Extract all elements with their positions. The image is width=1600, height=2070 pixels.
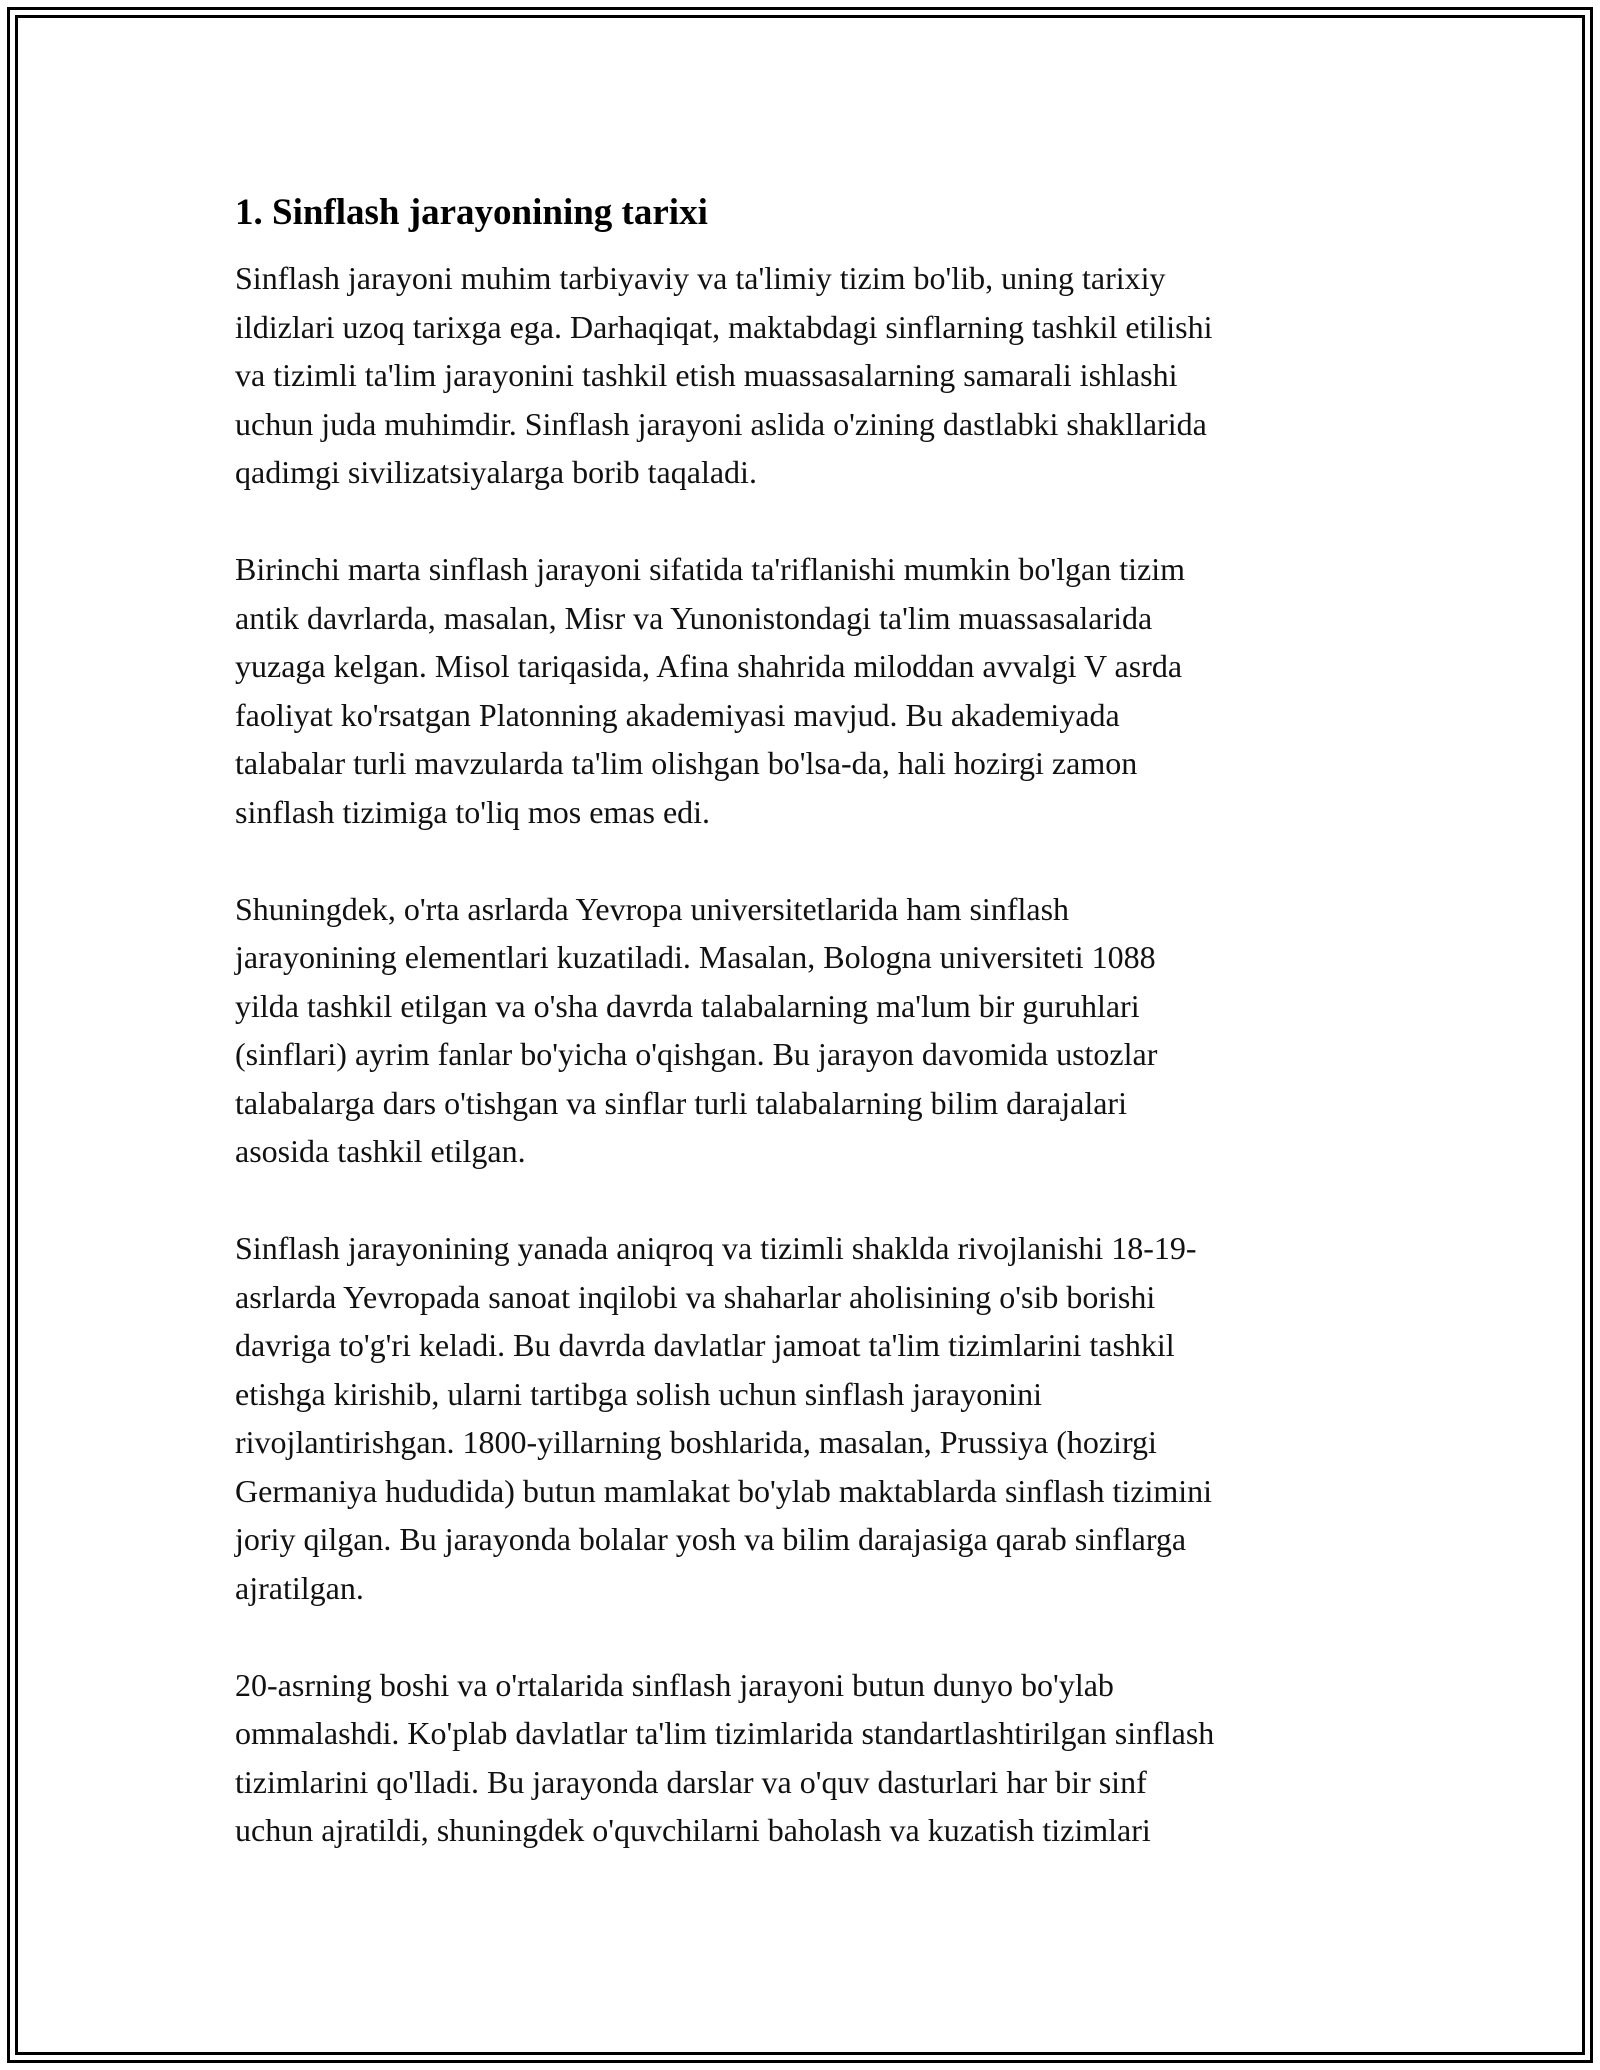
paragraph-2: Birinchi marta sinflash jarayoni sifatida ta'riflanishi mumkin bo'lgan tizim antik davrlarda, masalan, Misr va Yunonistondagi ta'lim muassasalarida yuzaga kelgan. Misol tariqasida, Afina shahrida miloddan avvalgi V asrda faoliyat ko'rsatgan Platonning akademiyasi mavjud. Bu akademiyada talabalar turli mavzularda ta'lim olishgan bo'lsa-da, hali hozirgi zamon sinflash tizimiga to'liq mos emas edi. xyxy=(235,551,1185,830)
section-heading: 1. Sinflash jarayonining tarixi xyxy=(235,192,708,233)
paragraph-5: 20-asrning boshi va o'rtalarida sinflash jarayoni butun dunyo bo'ylab ommalashdi. Ko'plab davlatlar ta'lim tizimlarida standartlashtirilgan sinflash tizimlarini qo'lladi. Bu jarayonda darslar va o'quv dasturlari har bir sinf uchun ajratildi, shuningdek o'quvchilarni baholash va kuzatish tizimlari xyxy=(235,1666,1215,1848)
paragraph-1: Sinflash jarayoni muhim tarbiyaviy va ta'limiy tizim bo'lib, uning tarixiy ildizlari uzoq tarixga ega. Darhaqiqat, maktabdagi sinflarning tashkil etilishi va tizimli ta'lim jarayonini tashkil etish muassasalarning samarali ishlashi uchun juda muhimdir. Sinflash jarayoni aslida o'zining dastlabki shakllarida qadimgi sivilizatsiyalarga borib taqaladi. xyxy=(235,260,1213,490)
document-body xyxy=(235,186,1365,1903)
paragraph-4: Sinflash jarayonining yanada aniqroq va tizimli shaklda rivojlanishi 18-19- asrlarda Yevropada sanoat inqilobi va shaharlar aholisining o'sib borishi davriga to'g'ri keladi. Bu davrda davlatlar jamoat ta'lim tizimlarini tashkil etishga kirishib, ularni tartibga solish uchun sinflash jarayonini rivojlantirishgan. 1800-yillarning boshlarida, masalan, Prussiya (hozirgi Germaniya hududida) butun mamlakat bo'ylab maktablarda sinflash tizimini joriy qilgan. Bu jarayonda bolalar yosh va bilim darajasiga qarab sinflarga ajratilgan. xyxy=(235,1230,1213,1606)
paragraph-3: Shuningdek, o'rta asrlarda Yevropa universitetlarida ham sinflash jarayonining elementlari kuzatiladi. Masalan, Bologna universiteti 1088 yilda tashkil etilgan va o'sha davrda talabalarning ma'lum bir guruhlari (sinflari) ayrim fanlar bo'yicha o'qishgan. Bu jarayon davomida ustozlar talabalarga dars o'tishgan va sinflar turli talabalarning bilim darajalari asosida tashkil etilgan. xyxy=(235,890,1158,1169)
